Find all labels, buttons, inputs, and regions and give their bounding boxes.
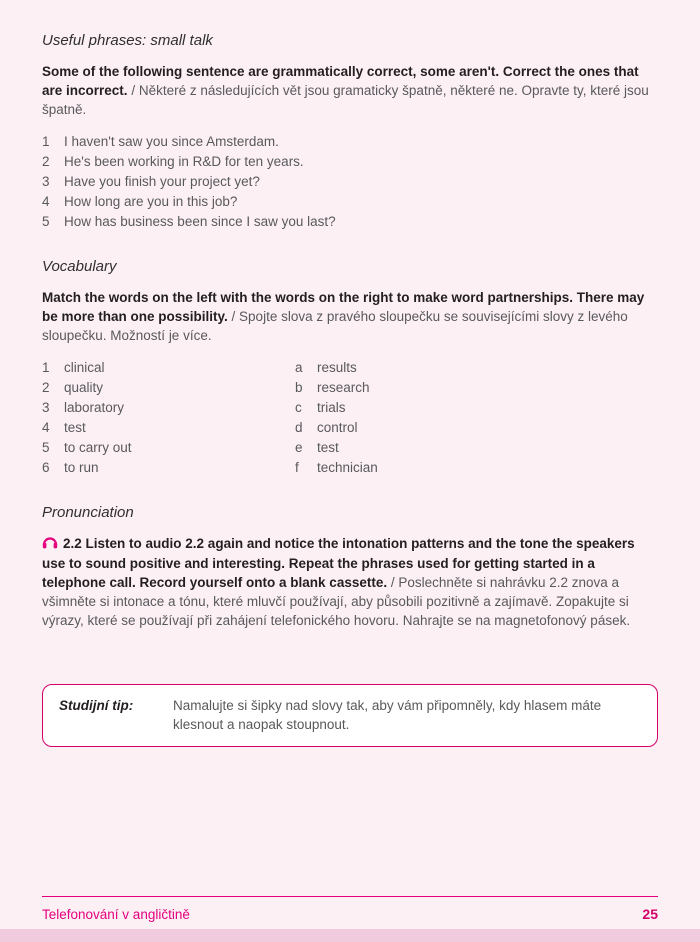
match-item-number: 5 — [42, 440, 50, 455]
match-item-text: quality — [64, 380, 104, 395]
matching-left-column — [42, 358, 295, 478]
match-item-number: 2 — [42, 380, 50, 395]
page-number: 25 — [642, 906, 658, 922]
list-item-text: How long are you in this job? — [64, 194, 238, 209]
list-item-text: I haven't saw you since Amsterdam. — [64, 134, 279, 149]
match-item-number: 1 — [42, 360, 50, 375]
match-item-text: test — [317, 440, 339, 455]
list-item — [42, 212, 658, 232]
headphones-icon — [42, 535, 58, 554]
list-item-text: How has business been since I saw you last? — [64, 214, 336, 229]
study-tip-label: Studijní tip: — [59, 698, 134, 713]
list-item-text: Have you finish your project yet? — [64, 174, 260, 189]
match-item-text: to carry out — [64, 440, 132, 455]
list-item-number: 4 — [42, 194, 50, 209]
footer — [42, 906, 658, 922]
section-heading-pronunciation: Pronunciation — [42, 504, 134, 521]
match-item-text: control — [317, 420, 358, 435]
list-item — [42, 192, 658, 212]
match-item-number: 6 — [42, 460, 50, 475]
matching-exercise — [42, 358, 658, 478]
match-item — [42, 358, 295, 378]
match-item-text: results — [317, 360, 357, 375]
match-item-letter: a — [295, 360, 303, 375]
match-item — [42, 458, 295, 478]
task-vocabulary-en: Match the words on the left with the words on the right to make word partnerships. There may be more than one possibility. — [42, 290, 645, 324]
list-item — [42, 132, 658, 152]
match-item — [295, 358, 658, 378]
list-item-number: 5 — [42, 214, 50, 229]
match-item — [295, 438, 658, 458]
match-item-text: clinical — [64, 360, 105, 375]
section-heading-vocabulary: Vocabulary — [42, 258, 117, 275]
task-vocabulary — [42, 288, 658, 345]
match-item-letter: b — [295, 380, 303, 395]
list-item-number: 2 — [42, 154, 50, 169]
list-item-number: 3 — [42, 174, 50, 189]
match-item — [295, 398, 658, 418]
match-item — [295, 378, 658, 398]
match-item-text: test — [64, 420, 86, 435]
task-pronunciation — [42, 534, 658, 630]
footer-book-title: Telefonování v angličtině — [42, 907, 190, 922]
bottom-strip — [0, 929, 700, 942]
match-item — [42, 398, 295, 418]
match-item-number: 3 — [42, 400, 50, 415]
match-item — [295, 418, 658, 438]
match-item-text: to run — [64, 460, 99, 475]
match-item — [295, 458, 658, 478]
match-item-text: laboratory — [64, 400, 125, 415]
study-tip-box — [42, 684, 658, 747]
sentence-list — [42, 132, 658, 232]
task-pronunciation-cz: / Poslechněte si nahrávku 2.2 znova a všimněte si intonace a tónu, které mluvčí používají, aby působili pozitivně a zajímavě. Zopakujte si výrazy, které se používají při zahájení telefonického hovoru. Nahrajte se na magnetofonový pásek. — [42, 575, 631, 628]
list-item-number: 1 — [42, 134, 50, 149]
task-useful-phrases-en: Some of the following sentence are grammatically correct, some aren't. Correct the ones that are incorrect. — [42, 64, 639, 98]
match-item-text: research — [317, 380, 370, 395]
list-item — [42, 172, 658, 192]
match-item-letter: d — [295, 420, 303, 435]
match-item-letter: f — [295, 460, 299, 475]
section-heading-useful-phrases: Useful phrases: small talk — [42, 32, 213, 49]
footer-divider — [42, 896, 658, 897]
match-item-text: technician — [317, 460, 378, 475]
list-item-text: He's been working in R&D for ten years. — [64, 154, 304, 169]
task-vocabulary-cz: / Spojte slova z pravého sloupečku se souvisejícími slovy z levého sloupečku. Možností je více. — [42, 309, 628, 343]
list-item — [42, 152, 658, 172]
study-tip-text: Namalujte si šipky nad slovy tak, aby vám připomněly, kdy hlasem máte klesnout a naopak stoupnout. — [173, 698, 602, 732]
match-item-letter: c — [295, 400, 302, 415]
task-pronunciation-en: Listen to audio 2.2 again and notice the intonation patterns and the tone the speakers use to sound positive and interesting. Repeat the phrases used for getting started in a telephone call. Record yourself onto a blank cassette. — [42, 536, 635, 590]
matching-right-column — [295, 358, 658, 478]
match-item — [42, 438, 295, 458]
task-useful-phrases — [42, 62, 658, 119]
match-item — [42, 378, 295, 398]
match-item-letter: e — [295, 440, 303, 455]
match-item-text: trials — [317, 400, 346, 415]
audio-track-number: 2.2 — [63, 536, 82, 551]
match-item — [42, 418, 295, 438]
task-useful-phrases-cz: / Některé z následujících vět jsou gramaticky špatně, některé ne. Opravte ty, které jsou špatně. — [42, 83, 649, 117]
match-item-number: 4 — [42, 420, 50, 435]
